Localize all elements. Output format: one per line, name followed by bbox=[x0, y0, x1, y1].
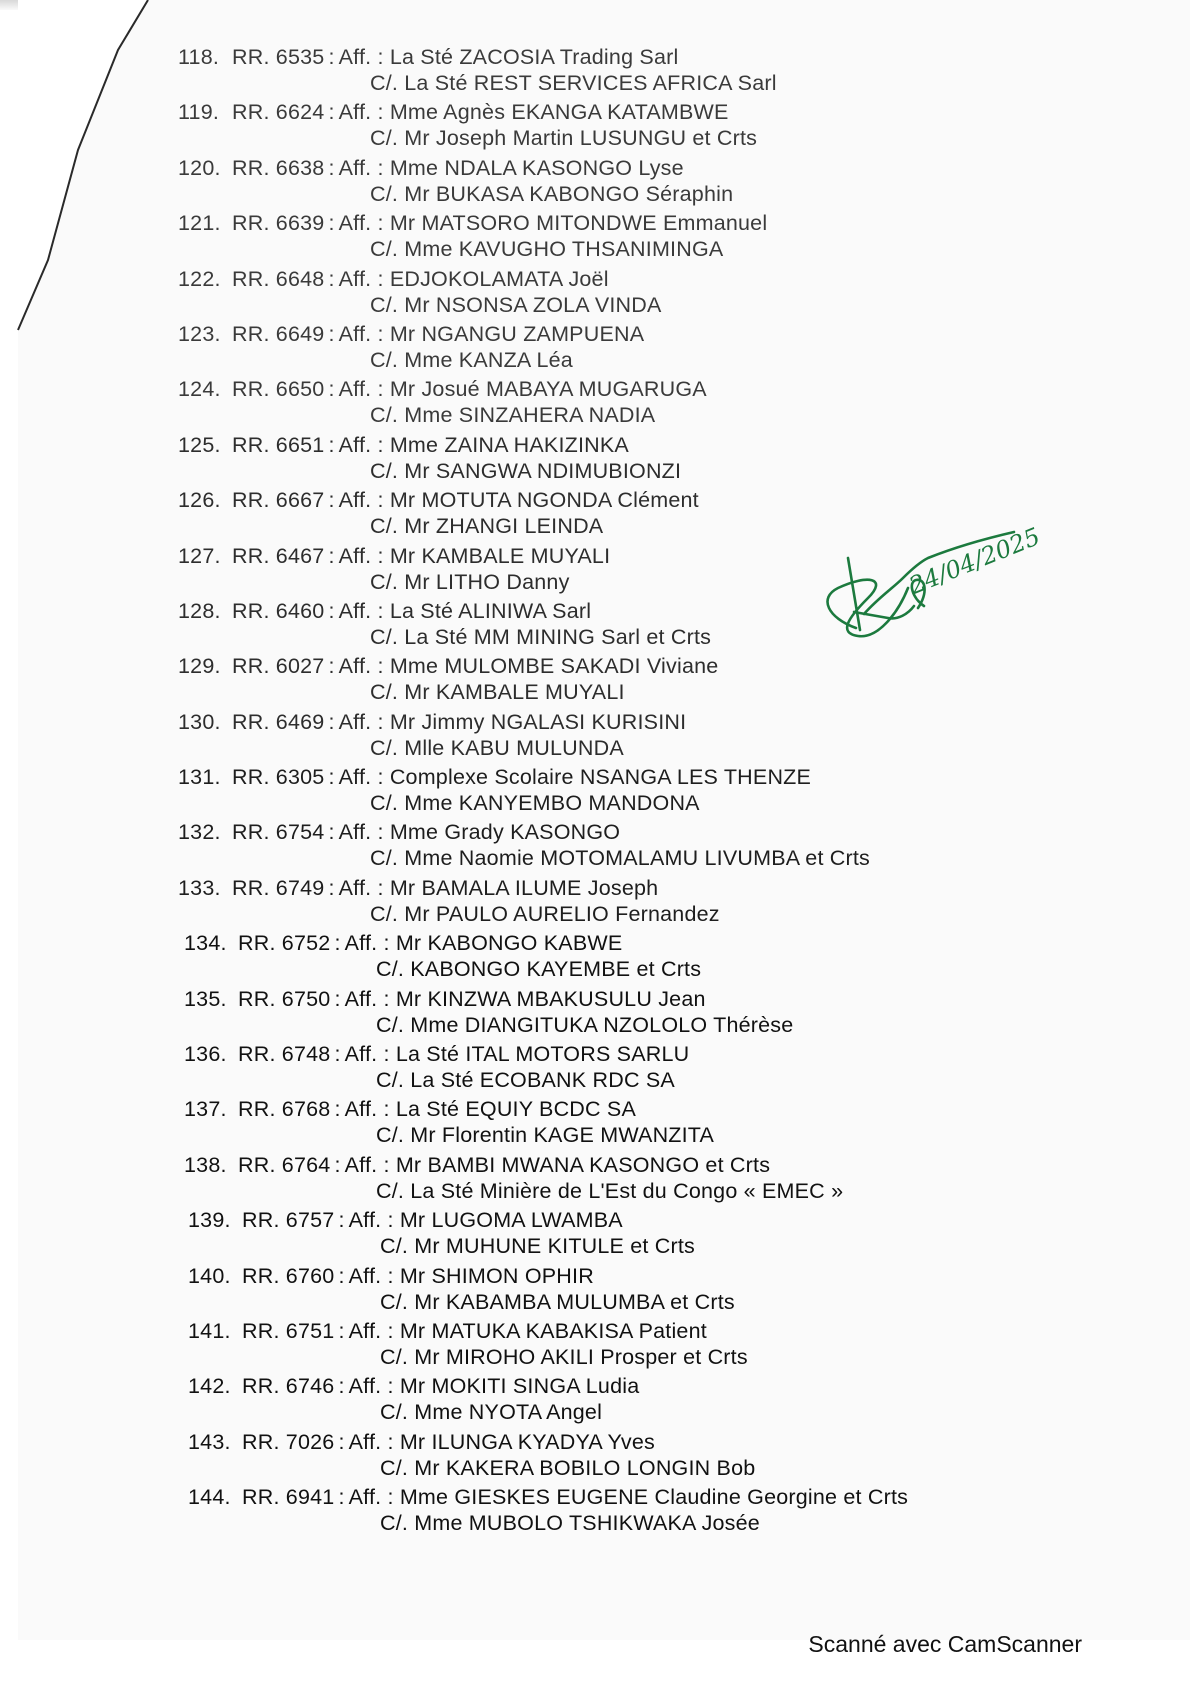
case-number: 136. bbox=[184, 1042, 227, 1067]
case-number: 123. bbox=[178, 321, 221, 346]
case-number: 142. bbox=[188, 1374, 231, 1399]
case-entry bbox=[178, 1429, 1078, 1484]
case-appellant-line bbox=[178, 598, 591, 625]
case-respondent: C/. Mme KANYEMBO MANDONA bbox=[370, 791, 700, 816]
case-entry bbox=[178, 155, 1078, 210]
case-entry bbox=[178, 266, 1078, 321]
case-separator: : bbox=[338, 1263, 345, 1288]
case-separator: : bbox=[334, 1097, 341, 1122]
case-appellant: Aff. : La Sté ALINIWA Sarl bbox=[338, 598, 592, 623]
case-appellant-line bbox=[178, 44, 678, 71]
case-appellant-line bbox=[184, 1041, 689, 1068]
case-number: 133. bbox=[178, 875, 221, 900]
case-number: 121. bbox=[178, 211, 221, 236]
case-appellant: Aff. : Complexe Scolaire NSANGA LES THENZE bbox=[338, 765, 812, 790]
case-appellant-line bbox=[178, 376, 707, 403]
case-number: 135. bbox=[184, 986, 227, 1011]
case-respondent: C/. La Sté MM MINING Sarl et Crts bbox=[370, 624, 712, 649]
case-entry bbox=[178, 819, 1078, 874]
case-separator: : bbox=[328, 543, 335, 568]
camscanner-footer: Scanné avec CamScanner bbox=[808, 1631, 1082, 1657]
case-appellant-line bbox=[178, 543, 610, 570]
case-register-ref: RR. 6941 bbox=[242, 1485, 335, 1510]
case-respondent: C/. Mme KANZA Léa bbox=[370, 347, 573, 372]
case-separator: : bbox=[334, 986, 341, 1011]
case-appellant: Aff. : Mme MULOMBE SAKADI Viviane bbox=[338, 654, 719, 679]
case-register-ref: RR. 6624 bbox=[232, 100, 325, 125]
case-separator: : bbox=[328, 709, 335, 734]
case-respondent: C/. Mlle KABU MULUNDA bbox=[370, 735, 624, 760]
case-appellant: Aff. : Mr Josué MABAYA MUGARUGA bbox=[338, 377, 707, 402]
case-appellant-line bbox=[188, 1263, 594, 1290]
case-appellant: Aff. : Mr MATUKA KABAKISA Patient bbox=[348, 1318, 707, 1343]
case-separator: : bbox=[328, 820, 335, 845]
case-number: 134. bbox=[184, 931, 227, 956]
case-appellant-line bbox=[178, 819, 620, 846]
case-register-ref: RR. 6754 bbox=[232, 820, 325, 845]
case-number: 137. bbox=[184, 1097, 227, 1122]
case-appellant: Aff. : Mme NDALA KASONGO Lyse bbox=[338, 155, 684, 180]
case-appellant-line bbox=[178, 653, 718, 680]
case-register-ref: RR. 6638 bbox=[232, 155, 325, 180]
case-respondent: C/. Mr Florentin KAGE MWANZITA bbox=[376, 1123, 715, 1148]
case-appellant-line bbox=[184, 986, 706, 1013]
case-entry bbox=[178, 1096, 1078, 1151]
case-appellant: Aff. : Mr BAMALA ILUME Joseph bbox=[338, 875, 659, 900]
case-appellant-line bbox=[178, 764, 811, 791]
case-appellant: Aff. : EDJOKOLAMATA Joël bbox=[338, 266, 609, 291]
case-appellant: Aff. : La Sté ITAL MOTORS SARLU bbox=[344, 1042, 690, 1067]
case-respondent: C/. Mr MIROHO AKILI Prosper et Crts bbox=[380, 1344, 748, 1369]
case-number: 127. bbox=[178, 543, 221, 568]
case-separator: : bbox=[338, 1208, 345, 1233]
signature-date-annotation: 24/04/2025 bbox=[905, 522, 1045, 601]
case-number: 139. bbox=[188, 1208, 231, 1233]
handwritten-signature bbox=[808, 518, 1045, 648]
case-appellant-line bbox=[188, 1484, 908, 1511]
case-register-ref: RR. 6751 bbox=[242, 1318, 335, 1343]
case-separator: : bbox=[328, 765, 335, 790]
case-appellant-line bbox=[188, 1429, 655, 1456]
case-appellant: Aff. : Mr MOTUTA NGONDA Clément bbox=[338, 488, 699, 513]
case-register-ref: RR. 6651 bbox=[232, 432, 325, 457]
case-appellant: Aff. : Mr BAMBI MWANA KASONGO et Crts bbox=[344, 1152, 771, 1177]
case-appellant-line bbox=[178, 487, 699, 514]
case-number: 118. bbox=[178, 45, 220, 69]
case-appellant: Aff. : Mr MATSORO MITONDWE Emmanuel bbox=[338, 211, 768, 236]
case-register-ref: RR. 6752 bbox=[238, 931, 331, 956]
case-register-ref: RR. 6460 bbox=[232, 598, 325, 623]
case-respondent: C/. Mr KAMBALE MUYALI bbox=[370, 680, 625, 705]
case-separator: : bbox=[334, 931, 341, 956]
case-entry bbox=[178, 1373, 1078, 1428]
case-appellant: Aff. : Mr ILUNGA KYADYA Yves bbox=[348, 1429, 655, 1454]
case-number: 124. bbox=[178, 377, 221, 402]
case-register-ref: RR. 6764 bbox=[238, 1152, 331, 1177]
case-respondent: C/. Mr SANGWA NDIMUBIONZI bbox=[370, 458, 682, 483]
case-respondent: C/. Mme KAVUGHO THSANIMINGA bbox=[370, 237, 724, 262]
case-separator: : bbox=[334, 1152, 341, 1177]
case-appellant: Aff. : Mr KINZWA MBAKUSULU Jean bbox=[344, 986, 706, 1011]
case-respondent: C/. Mme DIANGITUKA NZOLOLO Thérèse bbox=[376, 1012, 794, 1037]
case-separator: : bbox=[338, 1374, 345, 1399]
case-appellant-line bbox=[188, 1373, 639, 1400]
case-appellant-line bbox=[178, 875, 658, 902]
case-appellant: Aff. : Mr SHIMON OPHIR bbox=[348, 1263, 594, 1288]
case-respondent: C/. Mme Naomie MOTOMALAMU LIVUMBA et Crts bbox=[370, 846, 871, 871]
case-entry bbox=[178, 764, 1078, 819]
case-entry bbox=[178, 1484, 1078, 1539]
case-entry bbox=[178, 875, 1078, 930]
case-appellant: Aff. : Mme Grady KASONGO bbox=[338, 820, 621, 845]
case-respondent: C/. Mr LITHO Danny bbox=[370, 569, 570, 594]
case-respondent: C/. Mr KAKERA BOBILO LONGIN Bob bbox=[380, 1455, 756, 1480]
case-appellant-line bbox=[184, 1152, 770, 1179]
case-number: 141. bbox=[188, 1318, 231, 1343]
case-appellant: Aff. : La Sté ZACOSIA Trading Sarl bbox=[338, 45, 679, 69]
case-register-ref: RR. 6305 bbox=[232, 765, 325, 790]
case-appellant-line bbox=[178, 210, 767, 237]
case-register-ref: RR. 6750 bbox=[238, 986, 331, 1011]
case-appellant-line bbox=[178, 99, 729, 126]
case-appellant: Aff. : Mr Jimmy NGALASI KURISINI bbox=[338, 709, 687, 734]
case-respondent: C/. La Sté Minière de L'Est du Congo « EMEC » bbox=[376, 1178, 844, 1203]
case-register-ref: RR. 6748 bbox=[238, 1042, 331, 1067]
case-register-ref: RR. 6667 bbox=[232, 488, 325, 513]
case-entry bbox=[178, 653, 1078, 708]
case-entry bbox=[178, 44, 1078, 99]
case-respondent: C/. La Sté REST SERVICES AFRICA Sarl bbox=[370, 71, 777, 95]
case-separator: : bbox=[328, 100, 335, 125]
case-entry bbox=[178, 1263, 1078, 1318]
case-number: 138. bbox=[184, 1152, 227, 1177]
case-respondent: C/. Mr PAULO AURELIO Fernandez bbox=[370, 901, 720, 926]
case-appellant-line bbox=[178, 432, 629, 459]
case-entry bbox=[178, 432, 1078, 487]
case-separator: : bbox=[328, 488, 335, 513]
case-separator: : bbox=[338, 1429, 345, 1454]
case-list bbox=[178, 44, 1078, 1540]
case-number: 128. bbox=[178, 598, 221, 623]
case-respondent: C/. KABONGO KAYEMBE et Crts bbox=[376, 957, 702, 982]
case-appellant: Aff. : Mr KAMBALE MUYALI bbox=[338, 543, 611, 568]
case-separator: : bbox=[328, 321, 335, 346]
case-register-ref: RR. 6749 bbox=[232, 875, 325, 900]
case-separator: : bbox=[328, 155, 335, 180]
case-entry bbox=[178, 1318, 1078, 1373]
case-entry bbox=[178, 321, 1078, 376]
case-separator: : bbox=[328, 432, 335, 457]
case-number: 140. bbox=[188, 1263, 231, 1288]
case-register-ref: RR. 6469 bbox=[232, 709, 325, 734]
case-separator: : bbox=[334, 1042, 341, 1067]
case-appellant-line bbox=[178, 709, 686, 736]
case-separator: : bbox=[338, 1485, 345, 1510]
case-number: 143. bbox=[188, 1429, 231, 1454]
case-entry bbox=[178, 1152, 1078, 1207]
case-register-ref: RR. 6467 bbox=[232, 543, 325, 568]
case-respondent: C/. Mr NSONSA ZOLA VINDA bbox=[370, 292, 662, 317]
case-appellant-line bbox=[188, 1207, 623, 1234]
case-appellant: Aff. : Mr LUGOMA LWAMBA bbox=[348, 1208, 623, 1233]
case-number: 125. bbox=[178, 432, 221, 457]
case-separator: : bbox=[328, 45, 335, 69]
case-number: 131. bbox=[178, 765, 221, 790]
case-register-ref: RR. 7026 bbox=[242, 1429, 335, 1454]
case-appellant: Aff. : La Sté EQUIY BCDC SA bbox=[344, 1097, 637, 1122]
case-separator: : bbox=[328, 598, 335, 623]
case-separator: : bbox=[328, 654, 335, 679]
case-register-ref: RR. 6650 bbox=[232, 377, 325, 402]
case-entry bbox=[178, 986, 1078, 1041]
case-appellant-line bbox=[184, 930, 622, 957]
case-register-ref: RR. 6639 bbox=[232, 211, 325, 236]
case-number: 132. bbox=[178, 820, 221, 845]
case-register-ref: RR. 6760 bbox=[242, 1263, 335, 1288]
case-appellant: Aff. : Mme ZAINA HAKIZINKA bbox=[338, 432, 629, 457]
case-register-ref: RR. 6535 bbox=[232, 45, 325, 69]
case-entry bbox=[178, 709, 1078, 764]
case-number: 144. bbox=[188, 1485, 231, 1510]
case-separator: : bbox=[328, 875, 335, 900]
case-entry bbox=[178, 930, 1078, 985]
case-appellant-line bbox=[184, 1096, 636, 1123]
case-entry bbox=[178, 1041, 1078, 1096]
case-respondent: C/. Mr Joseph Martin LUSUNGU et Crts bbox=[370, 126, 758, 151]
case-register-ref: RR. 6757 bbox=[242, 1208, 335, 1233]
case-appellant: Aff. : Mme GIESKES EUGENE Claudine Georgine et Crts bbox=[348, 1485, 909, 1510]
case-respondent: C/. Mr KABAMBA MULUMBA et Crts bbox=[380, 1289, 735, 1314]
case-appellant: Aff. : Mr KABONGO KABWE bbox=[344, 931, 623, 956]
case-entry bbox=[178, 376, 1078, 431]
case-number: 119. bbox=[178, 100, 220, 125]
case-respondent: C/. Mme NYOTA Angel bbox=[380, 1400, 603, 1425]
case-respondent: C/. Mr ZHANGI LEINDA bbox=[370, 514, 604, 539]
case-separator: : bbox=[328, 211, 335, 236]
case-number: 126. bbox=[178, 488, 221, 513]
case-separator: : bbox=[328, 377, 335, 402]
case-entry bbox=[178, 99, 1078, 154]
case-number: 122. bbox=[178, 266, 221, 291]
case-appellant: Aff. : Mme Agnès EKANGA KATAMBWE bbox=[338, 100, 729, 125]
case-appellant-line bbox=[178, 321, 644, 348]
case-register-ref: RR. 6746 bbox=[242, 1374, 335, 1399]
case-register-ref: RR. 6649 bbox=[232, 321, 325, 346]
case-separator: : bbox=[338, 1318, 345, 1343]
scanned-page bbox=[18, 0, 1190, 1640]
case-appellant-line bbox=[178, 266, 609, 293]
case-register-ref: RR. 6027 bbox=[232, 654, 325, 679]
case-register-ref: RR. 6648 bbox=[232, 266, 325, 291]
case-number: 120. bbox=[178, 155, 221, 180]
case-entry bbox=[178, 1207, 1078, 1262]
case-respondent: C/. Mr MUHUNE KITULE et Crts bbox=[380, 1234, 695, 1259]
case-appellant: Aff. : Mr NGANGU ZAMPUENA bbox=[338, 321, 645, 346]
case-register-ref: RR. 6768 bbox=[238, 1097, 331, 1122]
case-entry bbox=[178, 210, 1078, 265]
case-respondent: C/. Mme SINZAHERA NADIA bbox=[370, 403, 656, 428]
case-number: 130. bbox=[178, 709, 221, 734]
case-respondent: C/. Mr BUKASA KABONGO Séraphin bbox=[370, 181, 734, 206]
case-respondent: C/. La Sté ECOBANK RDC SA bbox=[376, 1068, 675, 1093]
case-appellant-line bbox=[188, 1318, 707, 1345]
case-respondent: C/. Mme MUBOLO TSHIKWAKA Josée bbox=[380, 1511, 760, 1536]
case-appellant: Aff. : Mr MOKITI SINGA Ludia bbox=[348, 1374, 640, 1399]
case-appellant-line bbox=[178, 155, 684, 182]
case-separator: : bbox=[328, 266, 335, 291]
case-number: 129. bbox=[178, 654, 221, 679]
